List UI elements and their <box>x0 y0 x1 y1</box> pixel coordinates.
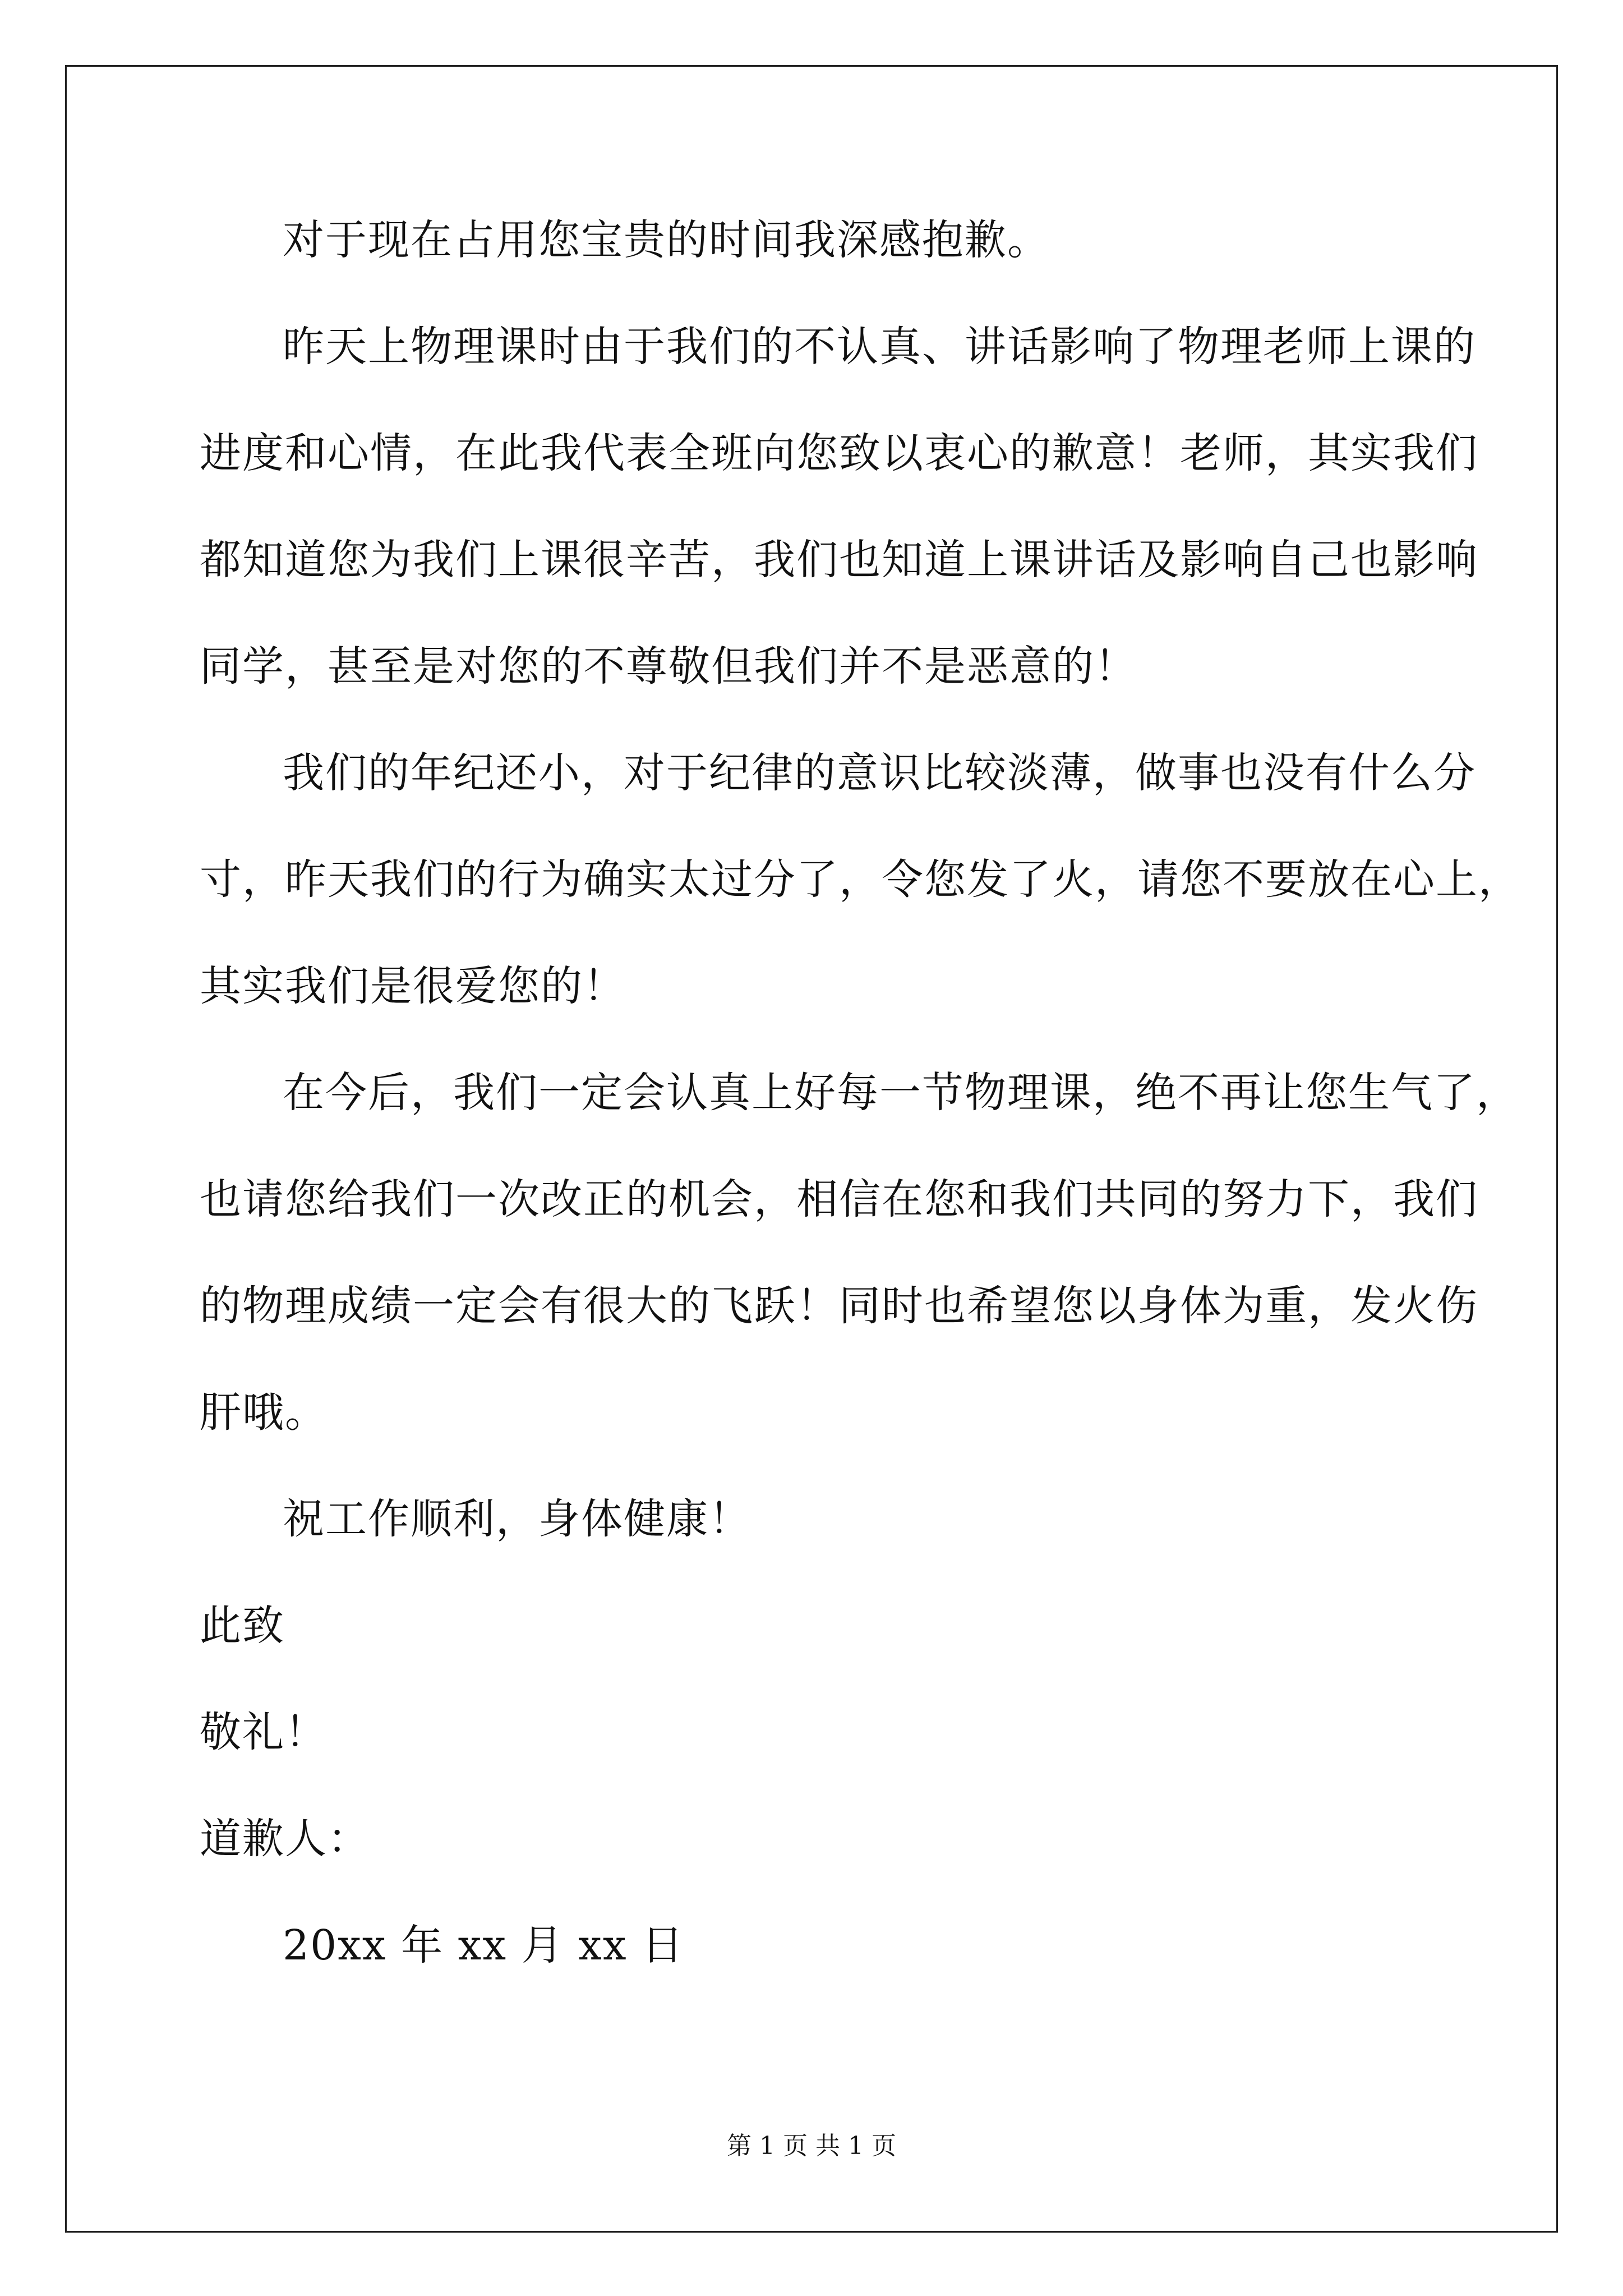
paragraph-line: 其实我们是很爱您的！ <box>200 962 626 1010</box>
paragraph-line: 对于现在占用您宝贵的时间我深感抱歉。 <box>283 216 1050 264</box>
paragraph-line: 昨天上物理课时由于我们的不认真、讲话影响了物理老师上课的 <box>283 323 1476 371</box>
signature-label: 道歉人： <box>200 1815 370 1863</box>
salutation-line: 敬礼！ <box>200 1708 328 1756</box>
page-number-footer: 第 1 页 共 1 页 <box>727 2132 896 2160</box>
salutation-line: 此致 <box>200 1602 285 1650</box>
paragraph-line: 同学，甚至是对您的不尊敬但我们并不是恶意的！ <box>200 642 1137 691</box>
paragraph-line: 的物理成绩一定会有很大的飞跃！同时也希望您以身体为重，发火伤 <box>200 1282 1478 1330</box>
closing-wish: 祝工作顺利，身体健康！ <box>283 1495 751 1543</box>
paragraph-line: 都知道您为我们上课很辛苦，我们也知道上课讲话及影响自己也影响 <box>200 536 1478 584</box>
paragraph-line: 寸，昨天我们的行为确实太过分了，令您发了火，请您不要放在心上， <box>200 855 1521 904</box>
paragraph-line: 我们的年纪还小，对于纪律的意识比较淡薄，做事也没有什么分 <box>283 749 1476 797</box>
page-border <box>65 65 1558 2233</box>
paragraph-line: 肝哦。 <box>200 1388 328 1437</box>
paragraph-line: 在今后，我们一定会认真上好每一节物理课，绝不再让您生气了， <box>283 1069 1519 1117</box>
paragraph-line: 进度和心情，在此我代表全班向您致以衷心的歉意！老师，其实我们 <box>200 429 1478 477</box>
paragraph-line: 也请您给我们一次改正的机会，相信在您和我们共同的努力下，我们 <box>200 1175 1478 1223</box>
date-line: 20xx 年 xx 月 xx 日 <box>283 1921 685 1970</box>
